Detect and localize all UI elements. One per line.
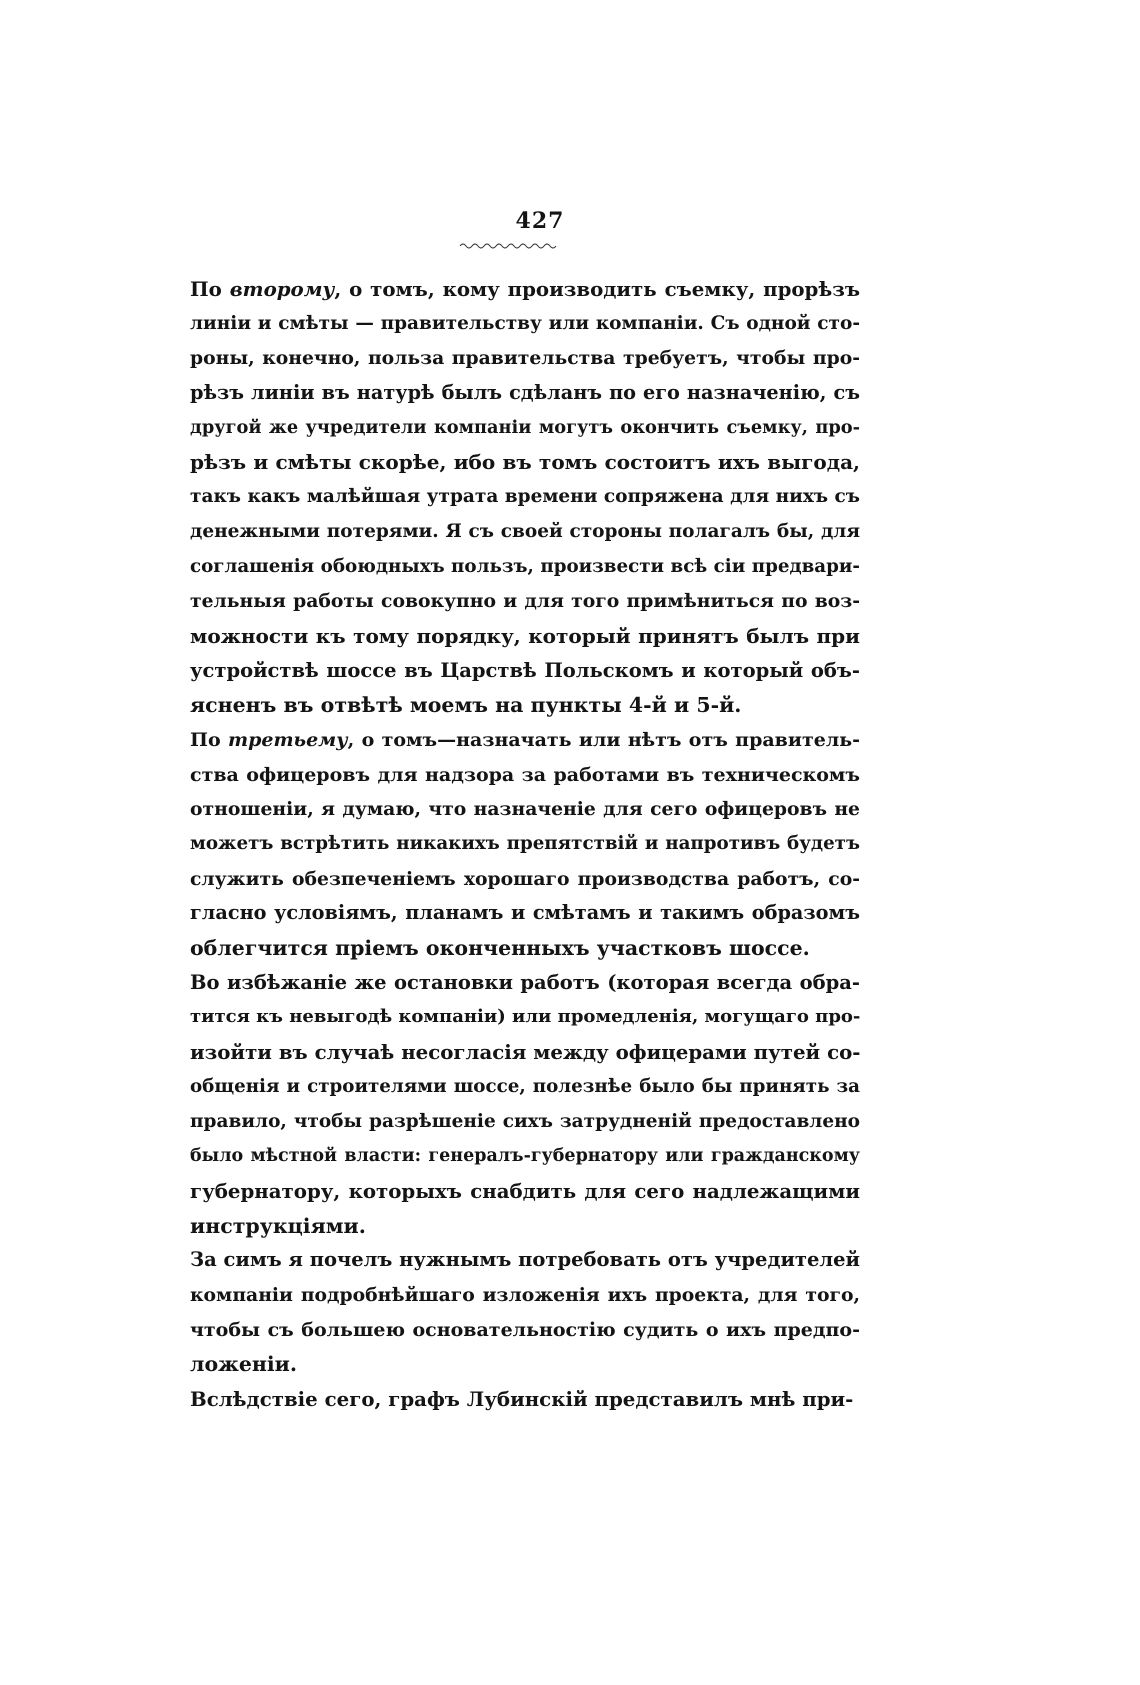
text-line: инструкціями. [190,1213,366,1238]
text-line: общенія и строителями шоссе, полезнѣе было бы принять за [190,1075,860,1097]
text-segment: По [190,277,230,301]
text-segment: , о томъ, кому производить съемку, прорѣзъ [334,277,861,301]
text-line: гласно условіямъ, планамъ и смѣтамъ и такимъ образомъ [190,901,860,925]
paragraph [190,1382,860,1417]
text-line: За симъ я почелъ нужнымъ потребовать отъ учредителей [190,1248,861,1272]
text-line: облегчится пріемъ оконченныхъ участковъ шоссе. [190,936,810,961]
text-line: рѣзъ линіи въ натурѣ былъ сдѣланъ по его назначенію, съ [190,381,860,405]
text-line: рѣзъ и смѣты скорѣе, ибо въ томъ состоитъ ихъ выгода, [190,450,860,475]
body-text [190,272,860,1417]
emphasis-word: второму [229,277,335,301]
text-line: денежными потерями. Я съ своей стороны полагалъ бы, для [190,520,860,542]
text-line: соглашенія обоюдныхъ пользъ, произвести всѣ сіи предвари- [190,555,860,577]
text-line: устройствѣ шоссе въ Царствѣ Польскомъ и который объ- [190,658,860,682]
page-number: 427 [515,208,565,234]
text-line [190,723,860,758]
text-line: линіи и смѣты — правительству или компаніи. Съ одной сто- [190,312,860,334]
text-line: другой же учредители компаніи могутъ окончить съемку, про- [190,416,860,438]
text-line: ложеніи. [190,1352,298,1377]
page-number-ornament [458,240,558,250]
paragraph [190,966,860,1244]
paragraph [190,723,860,966]
text-line: роны, конечно, польза правительства требуетъ, чтобы про- [190,347,860,370]
text-line: тельныя работы совокупно и для того примѣниться по воз- [190,590,860,613]
text-line: такъ какъ малѣйшая утрата времени сопряжена для нихъ съ [190,486,860,508]
text-line: служить обезпеченіемъ хорошаго производства работъ, со- [190,867,860,890]
text-line: губернатору, которыхъ снабдить для сего надлежащими [190,1178,860,1203]
text-line: отношеніи, я думаю, что назначеніе для сего офицеровъ не [190,798,860,821]
text-line: изойти въ случаѣ несогласія между офицерами путей со- [190,1040,861,1065]
text-line: чтобы съ большею основательностію судить о ихъ предпо- [190,1318,860,1341]
text-segment: , о томъ—назначать или нѣтъ отъ правитель- [347,728,861,751]
paragraph [190,272,860,723]
text-line: Во избѣжаніе же остановки работъ (которая всегда обра- [190,970,860,994]
text-line: ства офицеровъ для надзора за работами въ техническомъ [190,763,860,786]
text-segment: По [190,728,228,751]
emphasis-word: третьему [227,728,348,751]
text-line: тится къ невыгодѣ компаніи) или промедленія, могущаго про- [190,1006,861,1028]
text-line: правило, чтобы разрѣшеніе сихъ затрудненій предоставлено [190,1110,860,1132]
text-line: компаніи подробнѣйшаго изложенія ихъ проекта, для того, [190,1283,860,1306]
text-line: Вслѣдствіе сего, графъ Лубинскій представилъ мнѣ при- [190,1387,854,1411]
text-line: ясненъ въ отвѣтѣ моемъ на пункты 4-й и 5-й. [190,693,742,718]
paragraph [190,1243,860,1382]
text-line [190,272,860,307]
text-line: можности къ тому порядку, который принятъ былъ при [190,623,860,648]
text-line: было мѣстной власти: генералъ-губернатору или гражданскому [190,1146,860,1167]
text-line: можетъ встрѣтить никакихъ препятствій и напротивъ будетъ [190,833,860,854]
